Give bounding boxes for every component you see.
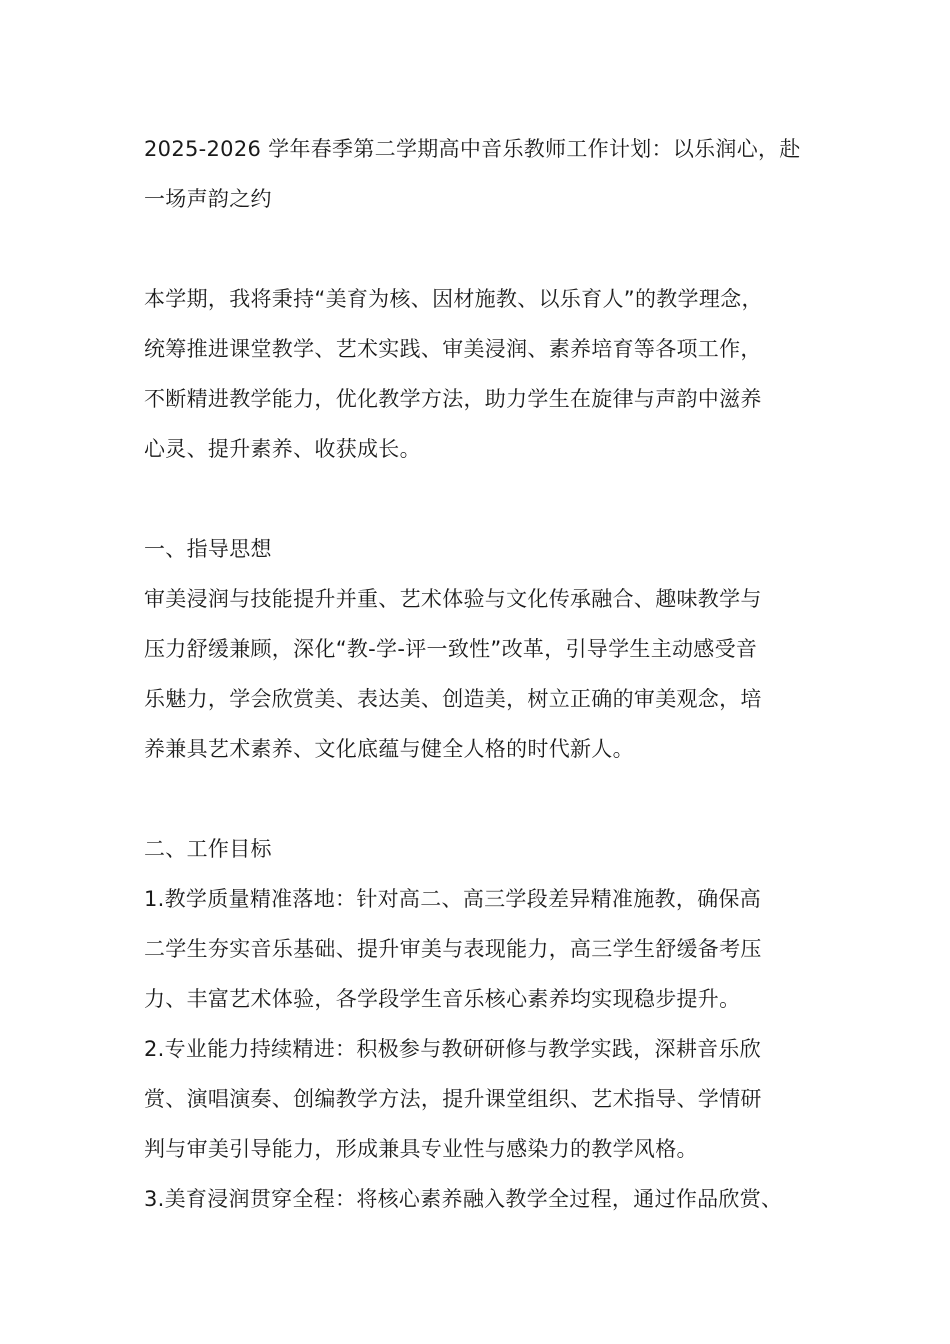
- paragraph-line: 统筹推进课堂教学、艺术实践、审美浸润、素养培育等各项工作，: [144, 337, 762, 361]
- title-line: 一场声韵之约: [144, 187, 272, 211]
- section-work-goals: [144, 824, 834, 1224]
- spacer: [144, 474, 834, 524]
- paragraph-line: 赏、演唱演奏、创编教学方法，提升课堂组织、艺术指导、学情研: [144, 1087, 762, 1111]
- paragraph-line: 不断精进教学能力，优化教学方法，助力学生在旋律与声韵中滋养: [144, 387, 762, 411]
- paragraph-line: 二学生夯实音乐基础、提升审美与表现能力，高三学生舒缓备考压: [144, 937, 762, 961]
- paragraph-line: 心灵、提升素养、收获成长。: [144, 437, 421, 461]
- paragraph-line: 乐魅力，学会欣赏美、表达美、创造美，树立正确的审美观念，培: [144, 687, 762, 711]
- title-line: 2025-2026 学年春季第二学期高中音乐教师工作计划：以乐润心，赴: [144, 137, 801, 161]
- section-heading: 二、工作目标: [144, 837, 272, 861]
- spacer: [144, 224, 834, 274]
- paragraph-line: 3.美育浸润贯穿全程：将核心素养融入教学全过程，通过作品欣赏、: [144, 1187, 783, 1211]
- paragraph-line: 力、丰富艺术体验，各学段学生音乐核心素养均实现稳步提升。: [144, 987, 741, 1011]
- paragraph-line: 2.专业能力持续精进：积极参与教研研修与教学实践，深耕音乐欣: [144, 1037, 762, 1061]
- intro-paragraph: [144, 274, 834, 474]
- document-title: [144, 124, 834, 224]
- paragraph-line: 压力舒缓兼顾，深化“教-学-评一致性”改革，引导学生主动感受音: [144, 637, 758, 661]
- paragraph-line: 审美浸润与技能提升并重、艺术体验与文化传承融合、趣味教学与: [144, 587, 762, 611]
- spacer: [144, 774, 834, 824]
- paragraph-line: 本学期，我将秉持“美育为核、因材施教、以乐育人”的教学理念，: [144, 287, 763, 311]
- section-heading: 一、指导思想: [144, 537, 272, 561]
- paragraph-line: 判与审美引导能力，形成兼具专业性与感染力的教学风格。: [144, 1137, 698, 1161]
- section-guiding-ideology: [144, 524, 834, 774]
- paragraph-line: 1.教学质量精准落地：针对高二、高三学段差异精准施教，确保高: [144, 887, 762, 911]
- paragraph-line: 养兼具艺术素养、文化底蕴与健全人格的时代新人。: [144, 737, 634, 761]
- document-page: [144, 124, 834, 1224]
